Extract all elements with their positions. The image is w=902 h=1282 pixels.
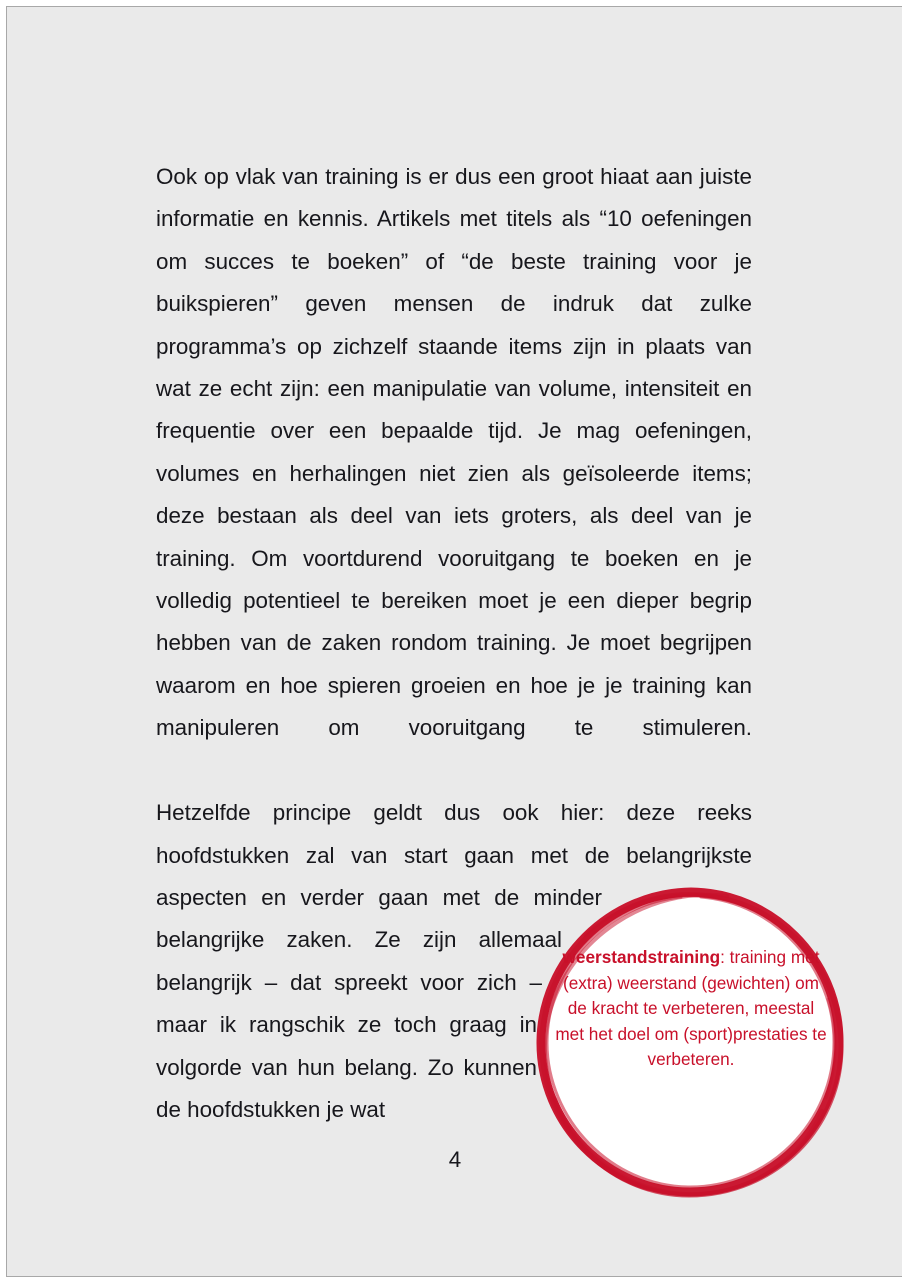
annotation-term: weerstandstraining: [562, 947, 721, 967]
page-number: 4: [448, 1147, 462, 1172]
annotation-definition: training met (extra) weerstand (gewichten) om de kracht te verbeteren, meestal met het doel om (sport)prestaties te verbeteren.: [555, 947, 827, 1070]
document-page: [6, 6, 902, 1277]
paragraph-2: Hetzelfde principe geldt dus ook hier: deze reeks hoofdstukken zal van start gaan met de belangrijkste aspecten en verder gaan met de minder belangrijke zaken. Ze zijn allemaal belangrijk – dat spreekt voor zich – maar ik rangschik ze toch graag in volgorde van hun belang. Zo kunnen de hoofdstukken je wat: [156, 800, 752, 1122]
annotation-text: [555, 945, 827, 1073]
annotation-separator: :: [720, 947, 725, 967]
paragraph-1: Ook op vlak van training is er dus een groot hiaat aan juiste informatie en kennis. Artikels met titels als “10 oefeningen om succes te boeken” of “de beste training voor je buikspieren” geven mensen de indruk dat zulke programma’s op zichzelf staande items zijn in plaats van wat ze echt zijn: een manipulatie van volume, intensiteit en frequentie over een bepaalde tijd. Je mag oefeningen, volumes en herhalingen niet zien als geïsoleerde items; deze bestaan als deel van iets groters, als deel van je training. Om voortdurend vooruitgang te boeken en je volledig potentieel te bereiken moet je een dieper begrip hebben van de zaken rondom training. Je moet begrijpen waarom en hoe spieren groeien en hoe je je training kan manipuleren om vooruitgang te stimuleren.: [156, 164, 752, 741]
